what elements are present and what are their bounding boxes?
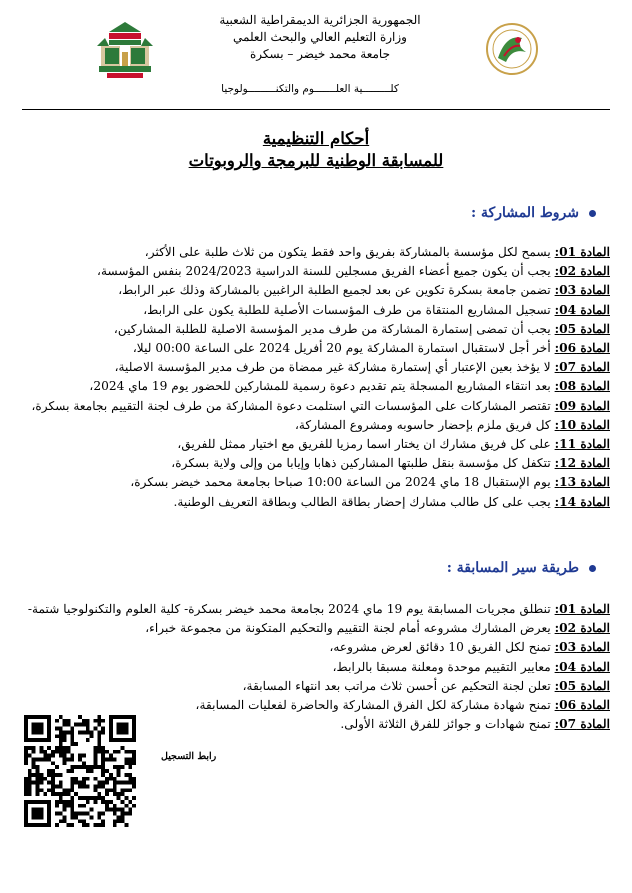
article-label: المادة 12: xyxy=(554,456,610,471)
article-label: المادة 01: xyxy=(554,245,610,259)
article-label: المادة 08: xyxy=(554,379,610,394)
header-ministry: وزارة التعليم العالي والبحث العلمي xyxy=(233,30,407,44)
bullet-icon xyxy=(589,565,596,572)
title-line-1: أحكام التنظيمية xyxy=(262,129,370,148)
article-text: معايير التقييم موحدة ومعلنة مسبقا بالرابط، xyxy=(332,659,555,674)
article-label: المادة 05: xyxy=(554,321,610,336)
header-institution xyxy=(180,12,460,63)
article-item xyxy=(22,658,610,677)
article-item xyxy=(22,397,610,416)
article-item xyxy=(22,677,610,696)
article-label: المادة 06: xyxy=(554,698,610,713)
article-item xyxy=(22,638,610,657)
article-text: على كل فريق مشارك ان يختار اسما رمزيا للفريق مع اختيار ممثل للفريق، xyxy=(177,437,555,452)
header-divider xyxy=(22,109,610,110)
article-label: المادة 04: xyxy=(554,302,610,317)
article-text: كل فريق ملزم بإحضار حاسوبه ومشروع المشاركة، xyxy=(294,417,555,432)
article-label: المادة 06: xyxy=(554,341,610,356)
article-label: المادة 14: xyxy=(554,494,610,509)
article-label: المادة 01: xyxy=(554,602,610,616)
qr-label: رابط التسجيل xyxy=(161,751,217,762)
article-text: تمنح شهادة مشاركة لكل الفرق المشاركة والحاضرة لفعليات المسابقة، xyxy=(195,698,555,713)
article-item xyxy=(22,339,610,358)
article-label: المادة 02: xyxy=(554,621,610,636)
article-label: المادة 11: xyxy=(554,437,610,452)
document-title xyxy=(120,128,512,172)
article-text: يجب أن يكون جميع أعضاء الفريق مسجلين للسنة الدراسية 2024/2023 بنفس المؤسسة، xyxy=(97,264,555,279)
article-item xyxy=(22,473,610,492)
section-procedure-heading: طريقة سير المسابقة : xyxy=(447,560,596,576)
article-text: يجب أن تمضى إستمارة المشاركة من طرف مدير المؤسسة الاصلية للطلبة المشاركين، xyxy=(113,321,555,336)
article-item xyxy=(22,377,610,396)
article-label: المادة 07: xyxy=(554,360,610,375)
article-label: المادة 03: xyxy=(554,283,610,298)
article-item xyxy=(22,320,610,339)
article-label: المادة 07: xyxy=(554,717,610,732)
article-text: تنطلق مجريات المسابقة يوم 19 ماي 2024 بجامعة محمد خيضر بسكرة- كلية العلوم والتكنولوجيا شتمة- xyxy=(27,602,555,616)
article-item xyxy=(22,696,610,715)
article-text: تمنح شهادات و جوائز للفرق الثلاثة الأولى. xyxy=(340,717,555,732)
article-text: يوم الإستقبال 18 ماي 2024 من الساعة 10:00 صباحا بجامعة محمد خيضر بسكرة، xyxy=(130,475,555,490)
header-republic: الجمهورية الجزائرية الديمقراطية الشعبية xyxy=(219,13,421,27)
participation-articles xyxy=(22,243,610,512)
article-text: تتكفل كل مؤسسة بنقل طلبتها المشاركين ذهابا وإيابا من وإلى ولاية بسكرة، xyxy=(171,456,555,471)
article-text: يجب على كل طالب مشارك إحضار بطاقة الطالب وبطاقة التعريف الوطنية. xyxy=(173,494,555,509)
header-university: جامعة محمد خيضر – بسكرة xyxy=(249,47,391,61)
article-item xyxy=(22,358,610,377)
qr-code-icon[interactable] xyxy=(24,715,136,827)
faculty-logo-icon xyxy=(482,18,542,80)
article-item xyxy=(22,493,610,512)
article-item xyxy=(22,600,610,619)
article-item xyxy=(22,454,610,473)
article-item xyxy=(22,416,610,435)
article-label: المادة 03: xyxy=(554,640,610,655)
article-label: المادة 02: xyxy=(554,264,610,279)
article-label: المادة 04: xyxy=(554,659,610,674)
article-label: المادة 13: xyxy=(554,475,610,490)
university-logo-icon xyxy=(95,18,155,80)
article-item xyxy=(22,435,610,454)
article-text: تسجيل المشاريع المنتقاة من طرف المؤسسات الأصلية للطلبة يكون على الرابط، xyxy=(143,302,555,317)
article-label: المادة 09: xyxy=(554,398,610,413)
article-item xyxy=(22,243,610,262)
bullet-icon xyxy=(589,210,596,217)
article-label: المادة 05: xyxy=(554,678,610,693)
header-faculty: كلـــــــــية العلـــــــوم والتكنـــــــــولوجيا xyxy=(221,83,399,95)
article-text: تمنح لكل الفريق 10 دقائق لعرض مشروعه، xyxy=(329,640,555,655)
article-text: يعرض المشارك مشروعه أمام لجنة التقييم والتحكيم المتكونة من مجموعة خبراء، xyxy=(145,621,555,636)
article-text: تضمن جامعة بسكرة تكوين عن بعد لجميع الطلبة الراغبين بالمشاركة وذلك عبر الرابط، xyxy=(118,283,555,298)
article-item xyxy=(22,619,610,638)
article-label: المادة 10: xyxy=(554,417,610,432)
article-text: بعد انتقاء المشاريع المسجلة يتم تقديم دعوة رسمية للمشاركين للحضور يوم 19 ماي 2024، xyxy=(89,379,555,394)
article-item xyxy=(22,281,610,300)
article-text: لا يؤخذ بعين الإعتبار أي إستمارة مشاركة غير ممضاة من طرف مدير المؤسسة الاصلية، xyxy=(114,360,555,375)
article-text: أخر أجل لاستقبال استمارة المشاركة يوم 20 أفريل 2024 على الساعة 00:00 ليلا، xyxy=(132,341,555,356)
article-item xyxy=(22,301,610,320)
title-line-2: للمسابقة الوطنية للبرمجة والروبوتات xyxy=(188,151,444,170)
article-item xyxy=(22,262,610,281)
section-participation-heading: شروط المشاركة : xyxy=(471,205,596,221)
article-text: تعلن لجنة التحكيم عن أحسن ثلاث مراتب بعد انتهاء المسابقة، xyxy=(242,678,555,693)
article-text: يسمح لكل مؤسسة بالمشاركة بفريق واحد فقط يتكون من ثلاث طلبة على الأكثر، xyxy=(144,245,555,259)
article-text: تقتصر المشاركات على المؤسسات التي استلمت دعوة المشاركة من طرف لجنة التقييم بجامعة بسكرة، xyxy=(31,398,555,413)
